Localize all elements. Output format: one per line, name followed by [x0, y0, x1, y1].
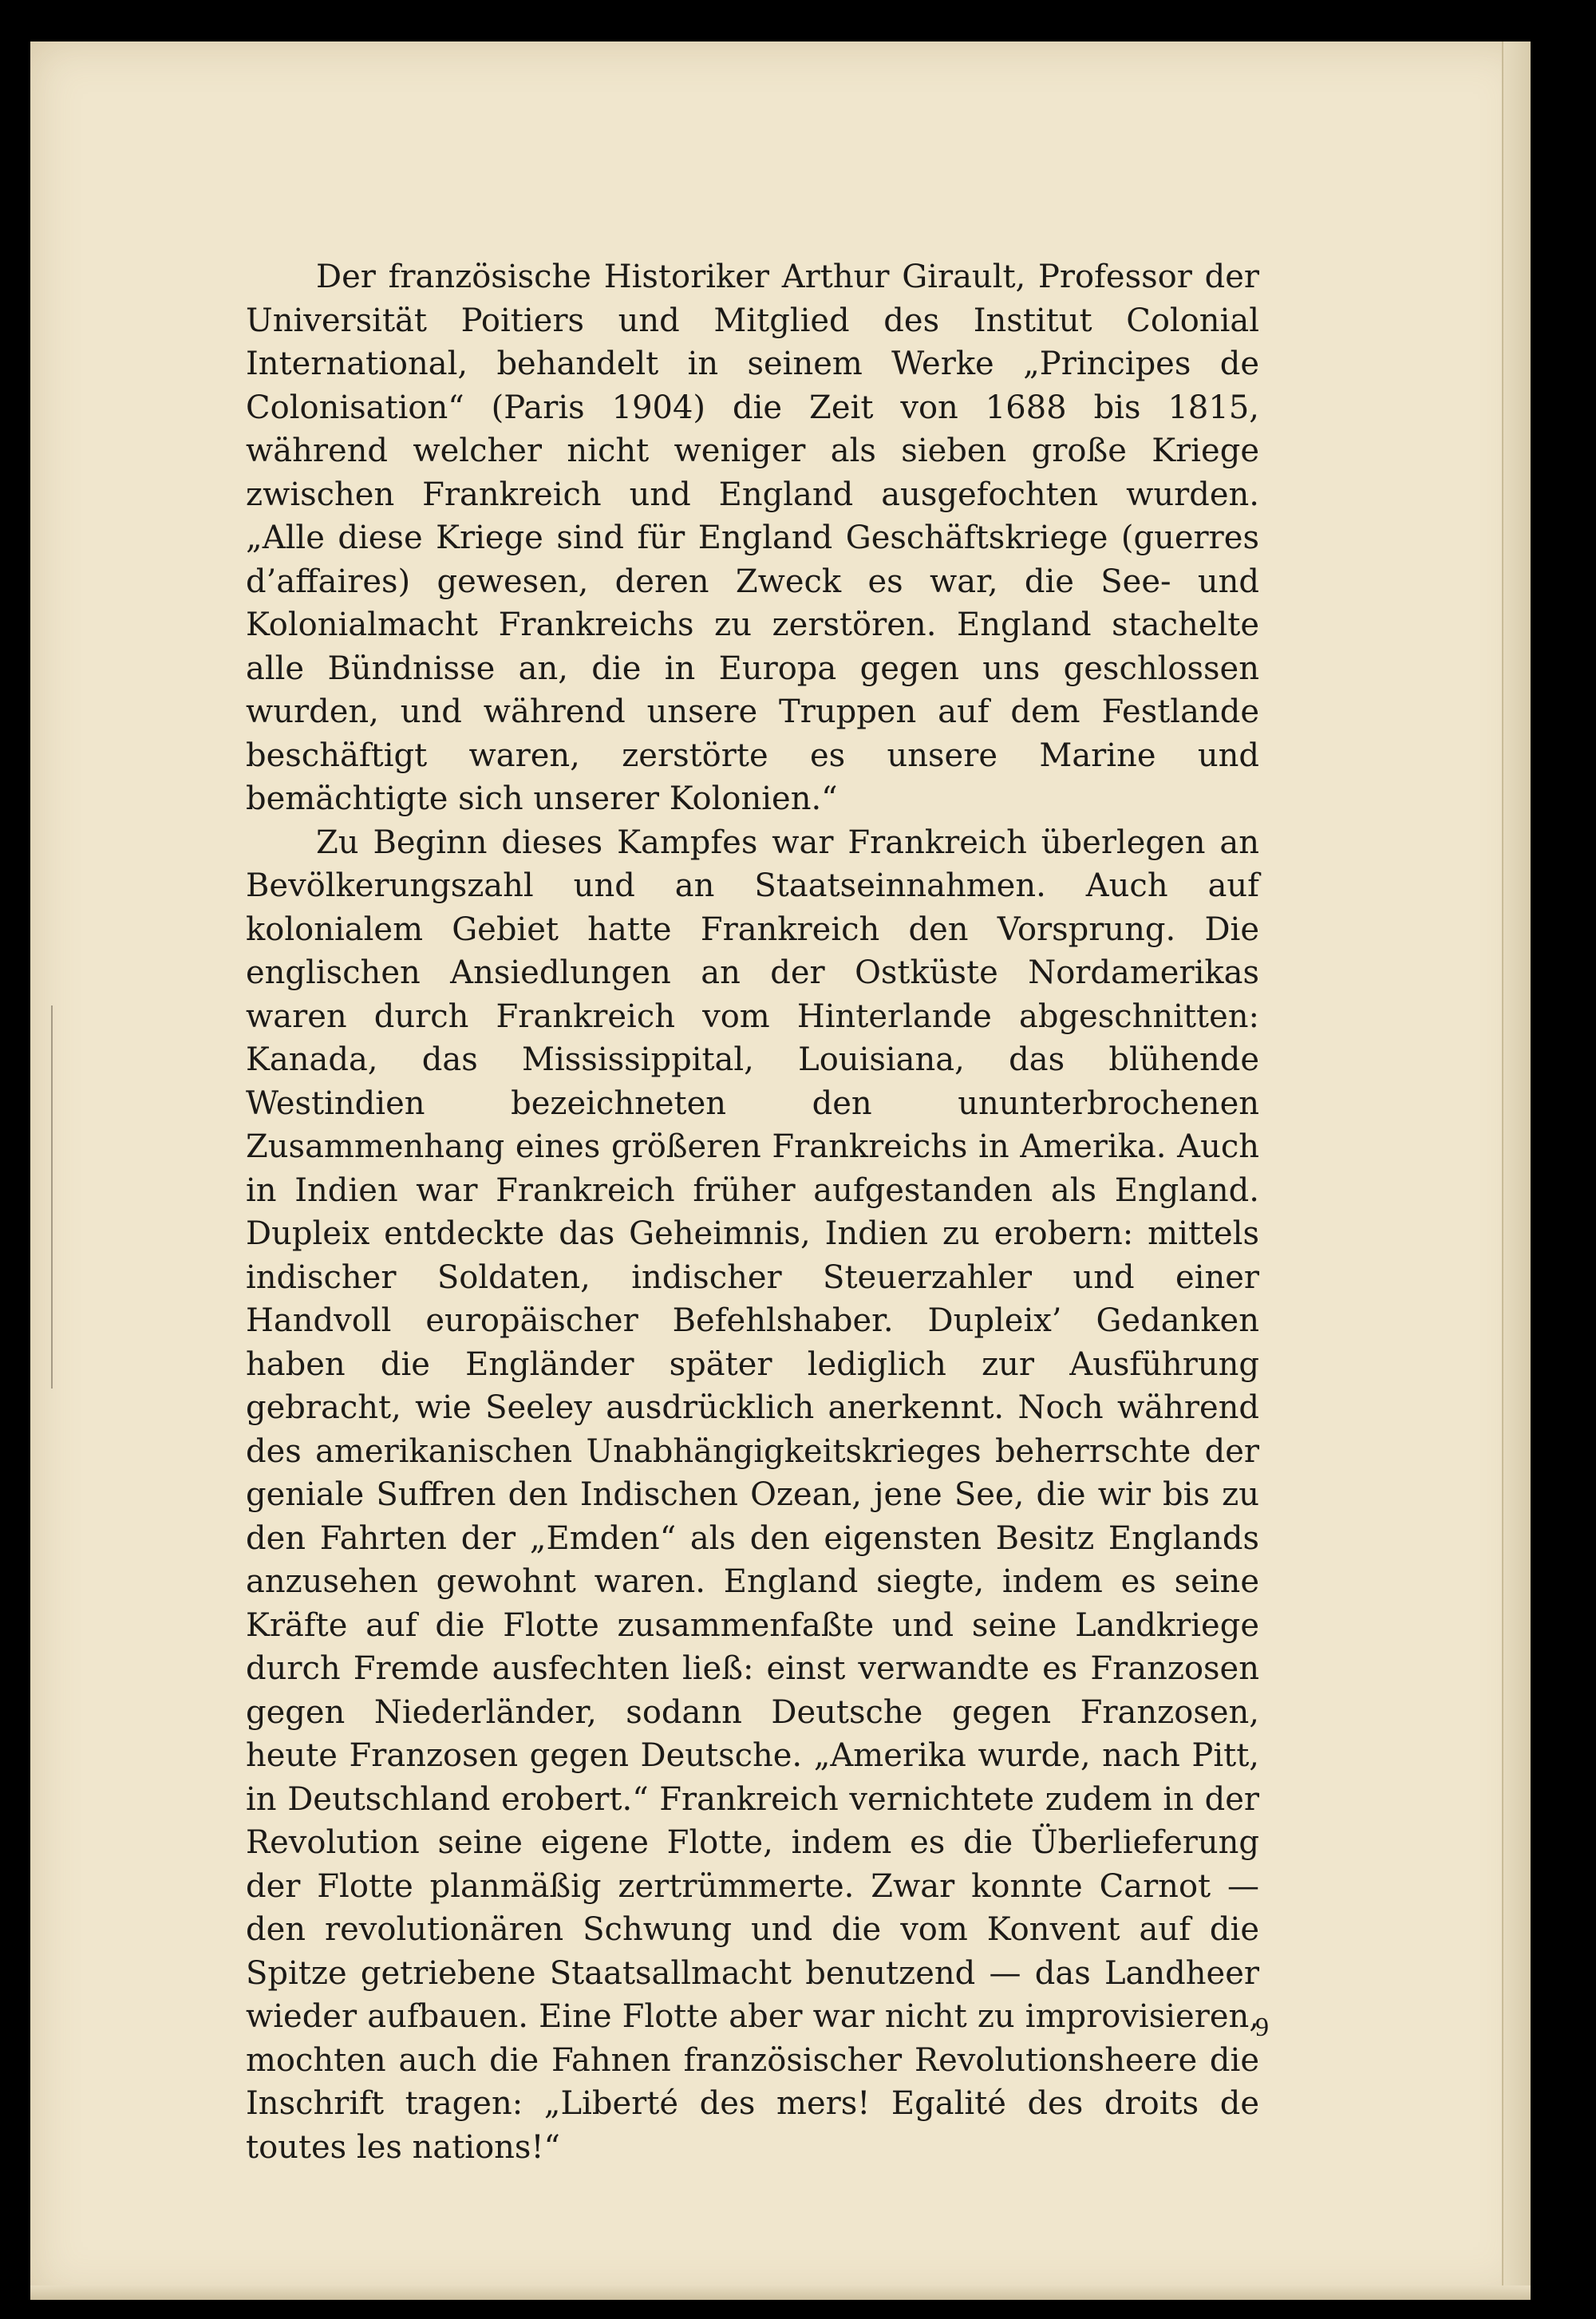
book-page [30, 41, 1531, 2300]
page-bottom-edge [30, 2285, 1531, 2300]
paragraph-1: Der französische Historiker Arthur Girault, Professor der Universität Poitiers und Mitglied des Institut Colonial International, behandelt in seinem Werke „Principes de Colonisation“ (Paris 1904) die Zeit von 1688 bis 1815, während welcher nicht weniger als sieben große Kriege zwischen Frankreich und England ausgefochten wurden. „Alle diese Kriege sind für England Geschäftskriege (guerres d’affaires) gewesen, deren Zweck es war, die See- und Kolonialmacht Frankreichs zu zerstören. England stachelte alle Bündnisse an, die in Europa gegen uns geschlossen wurden, und während unsere Truppen auf dem Festlande beschäftigt waren, zerstörte es unsere Marine und bemächtigte sich unserer Kolonien.“ [246, 259, 1259, 817]
margin-mark [51, 1005, 53, 1389]
page-edge [1502, 41, 1531, 2300]
paragraph-2: Zu Beginn dieses Kampfes war Frankreich überlegen an Bevölkerungszahl und an Staatseinnahmen. Auch auf kolonialem Gebiet hatte Frankreich den Vorsprung. Die englischen Ansiedlungen an der Ostküste Nordamerikas waren durch Frankreich vom Hinterlande abgeschnitten: Kanada, das Mississippital, Louisiana, das blühende Westindien bezeichneten den ununterbrochenen Zusammenhang eines größeren Frankreichs in Amerika. Auch in Indien war Frankreich früher aufgestanden als England. Dupleix entdeckte das Geheimnis, Indien zu erobern: mittels indischer Soldaten, indischer Steuerzahler und einer Handvoll europäischer Befehlshaber. Dupleix’ Gedanken haben die Engländer später lediglich zur Ausführung gebracht, wie Seeley ausdrücklich anerkennt. Noch während des amerikanischen Unabhängigkeitskrieges beherrschte der geniale Suffren den Indischen Ozean, jene See, die wir bis zu den Fahrten der „Emden“ als den eigensten Besitz Englands anzusehen gewohnt waren. England siegte, indem es seine Kräfte auf die Flotte zusammenfaßte und seine Landkriege durch Fremde ausfechten ließ: einst verwandte es Franzosen gegen Niederländer, sodann Deutsche gegen Franzosen, heute Franzosen gegen Deutsche. „Amerika wurde, nach Pitt, in Deutschland erobert.“ Frankreich vernichtete zudem in der Revolution seine eigene Flotte, indem es die Überlieferung der Flotte planmäßig zertrümmerte. Zwar konnte Carnot — den revolutionären Schwung und die vom Konvent auf die Spitze getriebene Staatsallmacht benutzend — das Landheer wieder aufbauen. Eine Flotte aber war nicht zu improvisieren, mochten auch die Fahnen französischer Revolutionsheere die Inschrift tragen: „Liberté des mers! Egalité des droits de toutes les nations!“ [246, 824, 1259, 2166]
body-text [246, 255, 1259, 2169]
page-number: 9 [1255, 2013, 1269, 2042]
